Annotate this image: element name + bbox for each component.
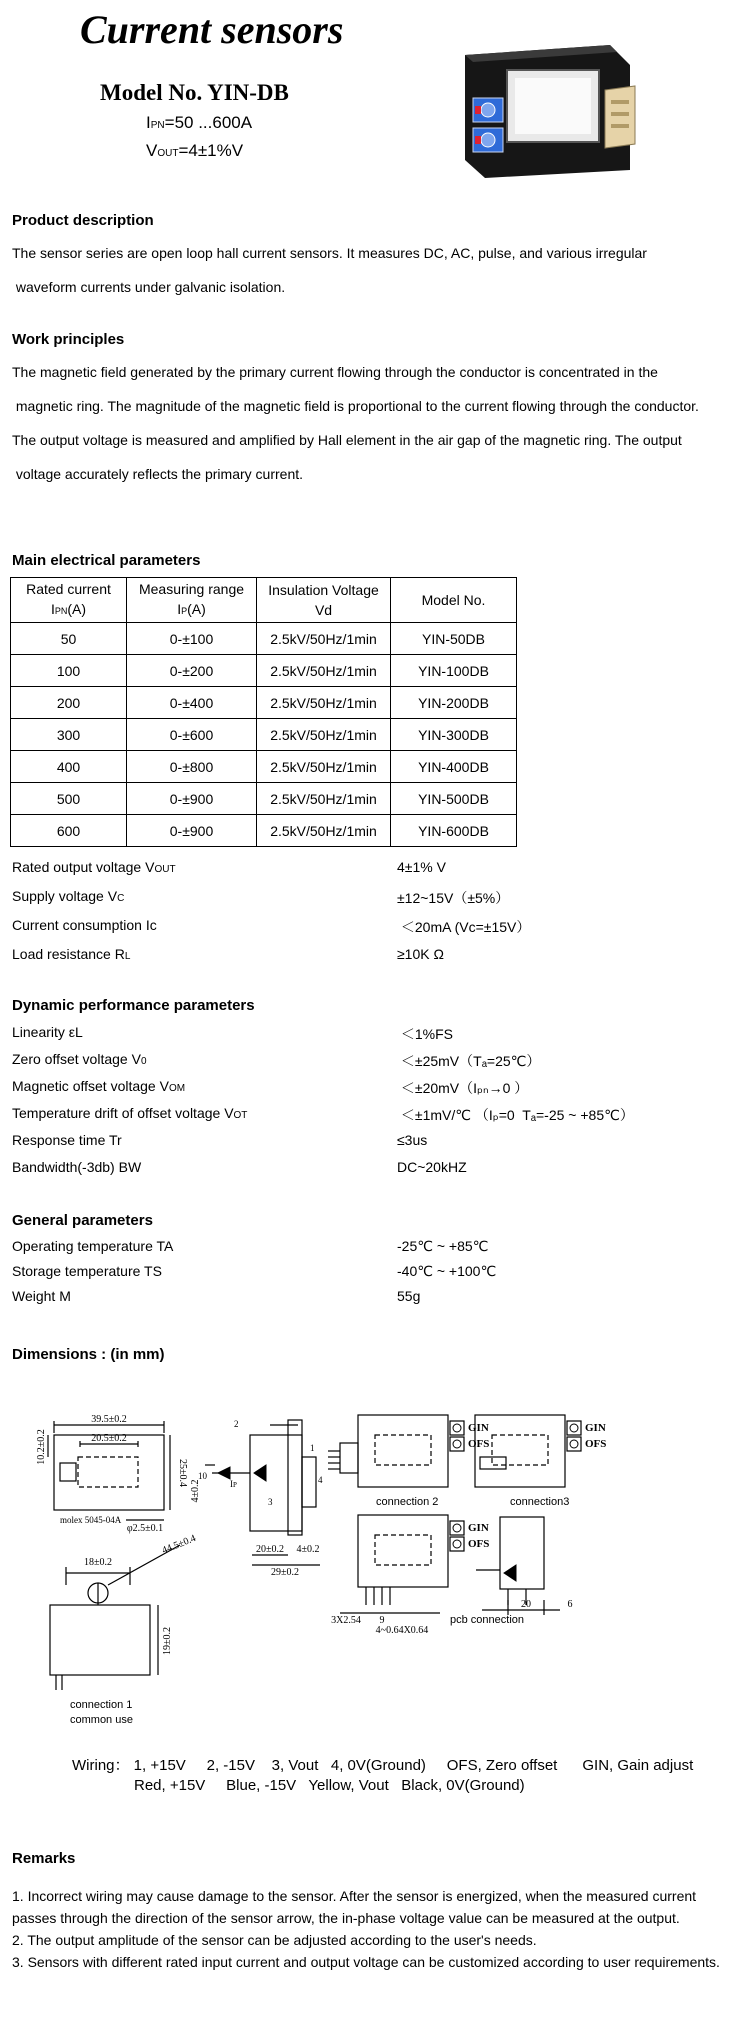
- param-label: Temperature drift of offset voltage VOT: [12, 1105, 248, 1121]
- param-label: Supply voltage VC: [12, 888, 125, 904]
- gin-label-conn3: GIN: [585, 1422, 606, 1434]
- param-label: Magnetic offset voltage VOM: [12, 1078, 186, 1094]
- pin-4-label: 4: [318, 1475, 323, 1485]
- work-principles-text: The magnetic field generated by the primary current flowing through the conductor is concentrated in the magnetic ring. The magnitude of the magnetic field is proportional to the current flowing through the conductor. The output voltage is measured and amplified by Hall element in the air gap of the magnetic ring. The output voltage accurately reflects the primary current.: [12, 364, 699, 482]
- work-principles-heading: Work principles: [12, 331, 125, 348]
- param-label: Zero offset voltage V0: [12, 1051, 147, 1067]
- param-label: Current consumption Ic: [12, 917, 157, 933]
- general-params-heading: General parameters: [12, 1212, 153, 1229]
- param-label: Storage temperature TS: [12, 1263, 162, 1279]
- gin-label-pcb: GIN: [468, 1522, 489, 1534]
- common-use-label: common use: [70, 1714, 133, 1726]
- output-voltage-spec: VOUT=4±1%V: [146, 141, 244, 160]
- wiring-line-2: Red, +15V Blue, -15V Yellow, Vout Black, 0V(Ground): [134, 1777, 525, 1794]
- col-model-no: Model No.: [391, 578, 517, 623]
- product-description-text: The sensor series are open loop hall current sensors. It measures DC, AC, pulse, and various irregular waveform currents under galvanic isolation.: [12, 245, 647, 295]
- dim-10-2: 10.2±0.2: [36, 1429, 47, 1465]
- product-description-heading: Product description: [12, 212, 154, 229]
- pin-1-label: 1: [310, 1443, 315, 1453]
- dim-18: 18±0.2: [84, 1557, 112, 1568]
- table-row: 500 0-±900 2.5kV/50Hz/1min YIN-500DB: [11, 783, 517, 815]
- dimensions-heading: Dimensions : (in mm): [12, 1346, 165, 1363]
- dim-25: 25±0.4: [177, 1459, 188, 1487]
- param-value: ≥10K Ω: [397, 946, 444, 962]
- dimension-drawing: [36, 1395, 710, 1735]
- remark-3: 3. Sensors with different rated input current and output voltage can be customized according to user requirements.: [12, 1954, 720, 1970]
- param-value: ＜±1mV/℃ （Iₚ=0 Tₐ=-25 ~ +85℃）: [397, 1107, 634, 1123]
- col-insulation-voltage: Insulation Voltage Vd: [257, 578, 391, 623]
- table-row: 400 0-±800 2.5kV/50Hz/1min YIN-400DB: [11, 751, 517, 783]
- ofs-label-conn2: OFS: [468, 1438, 490, 1450]
- molex-label: molex 5045-04A: [60, 1515, 122, 1525]
- dim-3x2-54: 3X2.54: [331, 1615, 361, 1626]
- table-row: 600 0-±900 2.5kV/50Hz/1min YIN-600DB: [11, 815, 517, 847]
- param-value: ＜±20mV（Iₚₙ→0 ）: [397, 1080, 529, 1096]
- dim-39-5: 39.5±0.2: [91, 1414, 127, 1425]
- table-row: 100 0-±200 2.5kV/50Hz/1min YIN-100DB: [11, 655, 517, 687]
- param-label: Response time Tr: [12, 1132, 122, 1148]
- param-value: ＜±25mV（Tₐ=25℃）: [397, 1053, 541, 1069]
- col-measuring-range: Measuring range IP(A): [127, 578, 257, 623]
- dynamic-params-heading: Dynamic performance parameters: [12, 997, 255, 1014]
- dim-6-pcb: 6: [567, 1599, 573, 1610]
- pcb-connection-label: pcb connection: [450, 1614, 524, 1626]
- dim-pin-size: 4~0.64X0.64: [375, 1625, 429, 1636]
- table-row: 200 0-±400 2.5kV/50Hz/1min YIN-200DB: [11, 687, 517, 719]
- dim-29: 29±0.2: [271, 1567, 299, 1578]
- param-value: ±12~15V（±5%）: [397, 890, 510, 906]
- dim-20-pcb: 20: [521, 1599, 531, 1610]
- dim-10-label: 10: [198, 1471, 207, 1481]
- param-value: 4±1% V: [397, 859, 446, 875]
- param-label: Operating temperature TA: [12, 1238, 174, 1254]
- remark-1: 1. Incorrect wiring may cause damage to the sensor. After the sensor is energized, when the measured current passes through the direction of the sensor arrow, the in-phase voltage value can be measured at the output.: [12, 1888, 697, 1926]
- dim-4-side: 4±0.2: [190, 1479, 201, 1503]
- table-row: 300 0-±600 2.5kV/50Hz/1min YIN-300DB: [11, 719, 517, 751]
- connection-3-label: connection3: [510, 1496, 570, 1508]
- connection-2-label: connection 2: [376, 1496, 439, 1508]
- col-rated-current: Rated current IPN(A): [11, 578, 127, 623]
- dim-44-5: 44.5±0.4: [160, 1532, 198, 1557]
- connection-1-label: connection 1: [70, 1699, 133, 1711]
- param-value: -25℃ ~ +85℃: [397, 1238, 489, 1254]
- dim-9: 9: [379, 1615, 385, 1626]
- rated-current-spec: IPN=50 ...600A: [146, 113, 253, 132]
- param-label: Linearity εL: [12, 1024, 83, 1040]
- pin-2-label: 2: [234, 1419, 239, 1429]
- param-value: ＜1%FS: [397, 1026, 454, 1042]
- dim-20-5: 20.5±0.2: [91, 1433, 127, 1444]
- param-label: Weight M: [12, 1288, 71, 1304]
- electrical-params-table: [10, 577, 517, 847]
- param-value: 55g: [397, 1288, 421, 1304]
- ip-label-side: IP: [230, 1479, 237, 1489]
- param-value: -40℃ ~ +100℃: [397, 1263, 497, 1279]
- page-title: Current sensors: [80, 7, 344, 52]
- pin-3-label: 3: [268, 1497, 273, 1507]
- remarks-heading: Remarks: [12, 1850, 76, 1867]
- wiring-line-1: Wiring： 1, +15V 2, -15V 3, Vout 4, 0V(Ground) OFS, Zero offset GIN, Gain adjust: [72, 1757, 694, 1774]
- param-value: ≤3us: [397, 1132, 428, 1148]
- table-row: 50 0-±100 2.5kV/50Hz/1min YIN-50DB: [11, 623, 517, 655]
- ofs-label-pcb: OFS: [468, 1538, 490, 1550]
- product-photo: [445, 20, 645, 180]
- param-label: Bandwidth(-3db) BW: [12, 1159, 142, 1175]
- dim-20-side: 20±0.2: [256, 1544, 284, 1555]
- ofs-label-conn3: OFS: [585, 1438, 607, 1450]
- param-value: DC~20kHZ: [397, 1159, 467, 1175]
- gin-label-conn2: GIN: [468, 1422, 489, 1434]
- param-value: ＜20mA (Vc=±15V）: [397, 919, 531, 935]
- param-label: Load resistance RL: [12, 946, 131, 962]
- model-number: Model No. YIN-DB: [100, 80, 289, 105]
- electrical-params-heading: Main electrical parameters: [12, 552, 201, 569]
- param-label: Rated output voltage VOUT: [12, 859, 176, 875]
- dim-phi-2-5: φ2.5±0.1: [126, 1523, 164, 1534]
- remark-2: 2. The output amplitude of the sensor can be adjusted according to the user's needs.: [12, 1932, 537, 1948]
- dim-19: 19±0.2: [162, 1627, 173, 1655]
- dim-4-bottom: 4±0.2: [296, 1544, 320, 1555]
